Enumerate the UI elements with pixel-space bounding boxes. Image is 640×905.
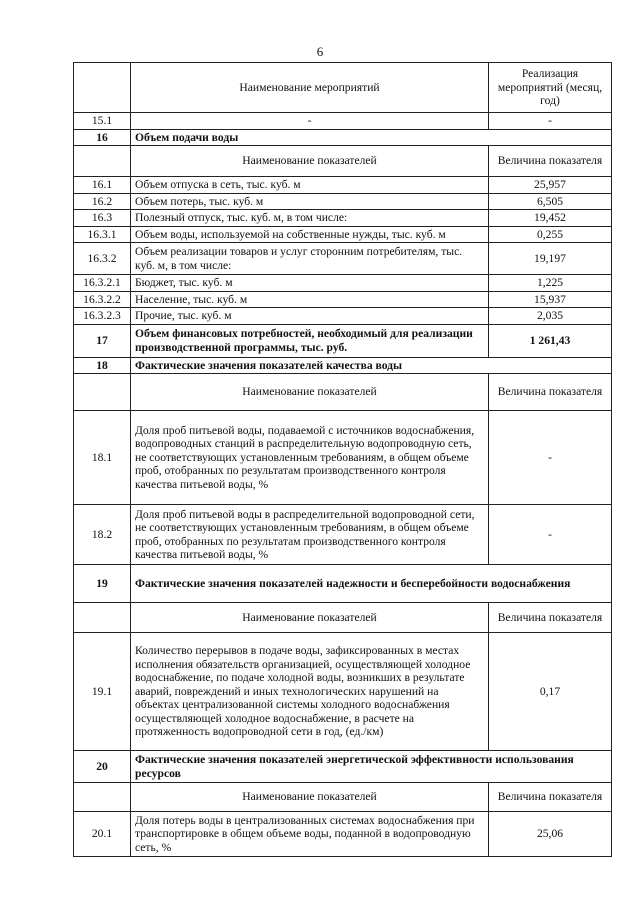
section-num: 17 [74, 324, 131, 357]
row-name: - [131, 113, 489, 130]
section-title-row [74, 357, 612, 374]
row-name: Количество перерывов в подаче воды, зафиксированных в местах исполнения обязательств организацией, осуществляющей холодное водоснабжение, по подаче холодной воды, возникших в результате аварий, повреждений и иных технологических нарушений на объектах централизованной системы холодного водоснабжения осуществляющей холодное водоснабжение, в расчете на протяженность водопроводной сети в год, (ед./км) [131, 633, 489, 751]
row-value: 15,937 [489, 291, 612, 308]
table-row [74, 193, 612, 210]
subheader-num-cell [74, 374, 131, 411]
row-num: 16.2 [74, 193, 131, 210]
subheader-num-cell [74, 783, 131, 812]
row-value: - [489, 411, 612, 505]
row-name: Объем потерь, тыс. куб. м [131, 193, 489, 210]
section-num: 16 [74, 129, 131, 146]
table-row [74, 291, 612, 308]
row-value: 0,17 [489, 633, 612, 751]
row-num: 18.2 [74, 505, 131, 565]
row-value: 0,255 [489, 226, 612, 243]
table-row [74, 275, 612, 292]
row-name: Бюджет, тыс. куб. м [131, 275, 489, 292]
table-header-row [74, 63, 612, 113]
row-num: 16.3.2.2 [74, 291, 131, 308]
row-name: Объем реализации товаров и услуг сторонним потребителям, тыс. куб. м, в том числе: [131, 243, 489, 275]
subheader-value: Величина показателя [489, 783, 612, 812]
row-name: Доля проб питьевой воды в распределительной водопроводной сети, не соответствующих установленным требованиям, в общем объеме проб, отобранных по результатам производственного контроля качества питьевой воды, % [131, 505, 489, 565]
section-title: Объем подачи воды [131, 129, 612, 146]
program-table [73, 62, 612, 857]
header-value-cell: Реализация мероприятий (месяц, год) [489, 63, 612, 113]
row-value: 25,957 [489, 177, 612, 194]
subheader-row [74, 783, 612, 812]
section-num: 18 [74, 357, 131, 374]
row-name: Прочие, тыс. куб. м [131, 308, 489, 325]
table-row [74, 812, 612, 857]
row-value: 2,035 [489, 308, 612, 325]
row-name: Объем отпуска в сеть, тыс. куб. м [131, 177, 489, 194]
header-name-cell: Наименование мероприятий [131, 63, 489, 113]
row-value: - [489, 113, 612, 130]
section-title-row [74, 751, 612, 783]
subheader-name: Наименование показателей [131, 146, 489, 177]
subheader-value: Величина показателя [489, 146, 612, 177]
subheader-num-cell [74, 603, 131, 633]
row-name: Объем воды, используемой на собственные нужды, тыс. куб. м [131, 226, 489, 243]
table-row [74, 113, 612, 130]
row-value: - [489, 505, 612, 565]
section-title: Фактические значения показателей качества воды [131, 357, 612, 374]
table-row [74, 177, 612, 194]
row-num: 16.3 [74, 210, 131, 227]
table-row [74, 308, 612, 325]
subheader-row [74, 603, 612, 633]
subheader-value: Величина показателя [489, 603, 612, 633]
header-num-cell [74, 63, 131, 113]
row-name: Население, тыс. куб. м [131, 291, 489, 308]
section-title: Объем финансовых потребностей, необходимый для реализации производственной программы, тыс. руб. [131, 324, 489, 357]
row-num: 16.1 [74, 177, 131, 194]
subheader-name: Наименование показателей [131, 603, 489, 633]
subheader-row [74, 146, 612, 177]
row-value: 25,06 [489, 812, 612, 857]
table-row [74, 210, 612, 227]
page-number: 6 [316, 44, 324, 59]
subheader-num-cell [74, 146, 131, 177]
section-value: 1 261,43 [489, 324, 612, 357]
table-row [74, 505, 612, 565]
row-num: 16.3.2 [74, 243, 131, 275]
section-num: 20 [74, 751, 131, 783]
row-num: 18.1 [74, 411, 131, 505]
section-title-row [74, 324, 612, 357]
row-num: 16.3.2.1 [74, 275, 131, 292]
table-row [74, 226, 612, 243]
row-num: 19.1 [74, 633, 131, 751]
table-row [74, 633, 612, 751]
section-title-row [74, 129, 612, 146]
row-value: 1,225 [489, 275, 612, 292]
section-title: Фактические значения показателей энергетической эффективности использования ресурсов [131, 751, 612, 783]
row-name: Доля потерь воды в централизованных системах водоснабжения при транспортировке в общем объеме воды, поданной в водопроводную сеть, % [131, 812, 489, 857]
subheader-value: Величина показателя [489, 374, 612, 411]
row-value: 19,452 [489, 210, 612, 227]
section-num: 19 [74, 565, 131, 603]
row-name: Полезный отпуск, тыс. куб. м, в том числе: [131, 210, 489, 227]
row-value: 19,197 [489, 243, 612, 275]
row-num: 16.3.2.3 [74, 308, 131, 325]
section-title: Фактические значения показателей надежности и бесперебойности водоснабжения [131, 565, 612, 603]
subheader-name: Наименование показателей [131, 374, 489, 411]
subheader-name: Наименование показателей [131, 783, 489, 812]
row-value: 6,505 [489, 193, 612, 210]
row-num: 15.1 [74, 113, 131, 130]
table-row [74, 243, 612, 275]
table-row [74, 411, 612, 505]
row-name: Доля проб питьевой воды, подаваемой с источников водоснабжения, водопроводных станций в распределительную водопроводную сеть, не соответствующих установленным требованиям, в общем объеме проб, отобранных по результатам производственного контроля качества питьевой воды, % [131, 411, 489, 505]
row-num: 16.3.1 [74, 226, 131, 243]
subheader-row [74, 374, 612, 411]
section-title-row [74, 565, 612, 603]
row-num: 20.1 [74, 812, 131, 857]
